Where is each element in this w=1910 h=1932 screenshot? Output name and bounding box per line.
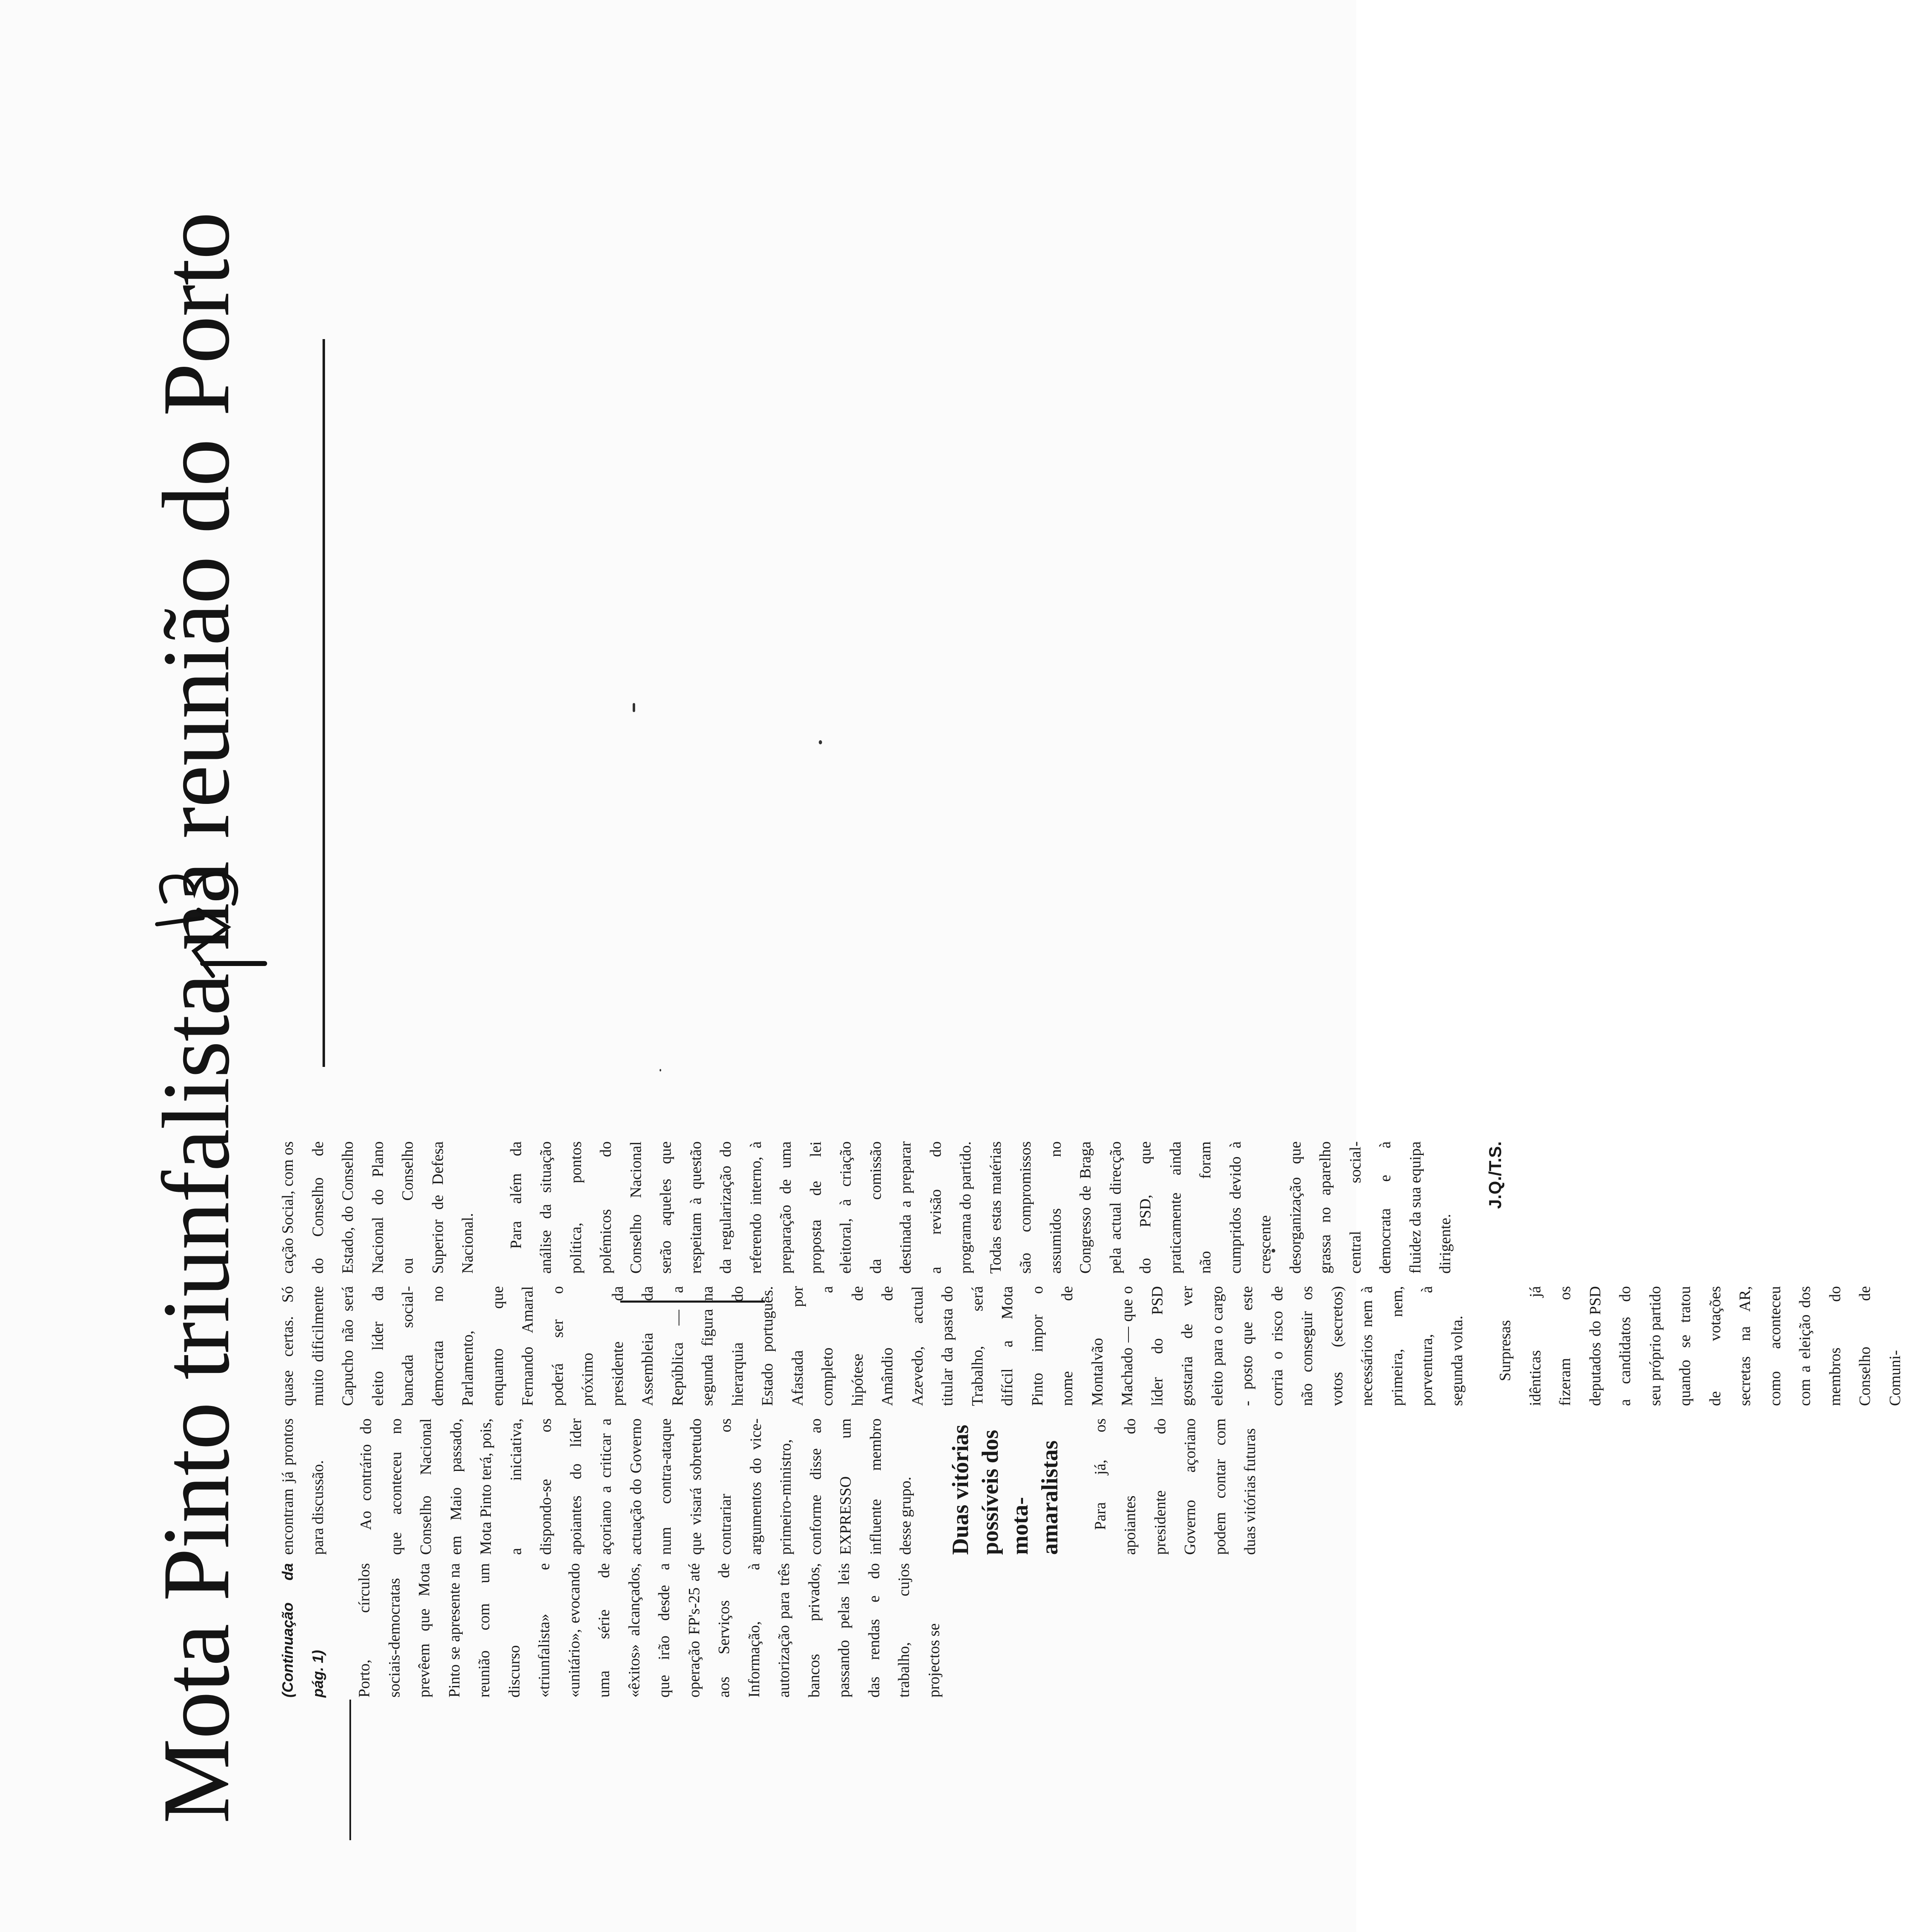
author-signature: J.Q./T.S.: [1485, 1141, 1505, 1209]
paragraph: Para além da análise da situação política, pontos polémicos do Conselho Nacional serão aqueles que respeitam à questão da regularização do referendo interno, à preparação de uma proposta de lei eleitoral, à criação da comissão destinada a preparar a revisão do programa do partido. Todas estas matérias são compromissos assumidos no Congresso de Braga pela actual direcção do PSD, que praticamente ainda não foram cumpridos devido à crescente desorganização que grassa no aparelho central social-democrata e à fluidez da sua equipa dirigente.: [507, 1141, 1454, 1274]
top-divider-rule: [323, 339, 325, 1067]
continuation-label: (Continuação da pág. 1): [279, 1563, 326, 1698]
paragraph: cação Social, com os do Conselho de Estado, do Conselho Nacional do Plano ou Conselho Superior de Defesa Nacional.: [279, 1141, 476, 1274]
article-title: Mota Pinto triunfalista na reunião do Porto: [143, 212, 249, 1824]
article-column-2: [273, 1418, 1265, 1555]
paragraph: Ao contrário do que aconteceu no Conselho Nacional em Maio passado, Mota Pinto terá, pois, a iniciativa, dispondo-se os apoiantes do líder açoriano a criticar a actuação do Governo num contra-ataque que visará sobretudo contrariar os argumentos do vice-primeiro-ministro, conforme disse ao EXPRESSO um influente membro desse grupo.: [357, 1418, 914, 1555]
lead-paragraph: Porto, círculos sociais-democratas prevêem que Mota Pinto se apresente na reunião com um discurso «triunfalista» e «unitário», evocando uma série de «êxitos» alcançados, que irão desde a operação FP's-25 até aos Serviços de Informação, à autorização para três bancos privados, passando pelas leis das rendas e do trabalho, cujos projectos se: [356, 1563, 943, 1698]
paragraph: encontram já prontos para discussão.: [279, 1418, 327, 1555]
article-column-1: [273, 1563, 949, 1698]
handwritten-page-mark: [141, 856, 277, 980]
newspaper-article: [141, 212, 1904, 1840]
article-column-4: [273, 1141, 1510, 1274]
section-subheading: Duas vitórias possíveis dos mota-amaralistas: [947, 1425, 1063, 1555]
paragraph: Para já, os apoiantes do presidente do Governo açoriano podem contar com duas vitórias futuras: [1091, 1418, 1259, 1555]
lead-divider-rule: [349, 1700, 351, 1840]
article-column-3: [273, 1286, 1910, 1406]
scan-speck: [819, 740, 822, 744]
paragraph: quase certas. Só muito dificilmente Capucho não será eleito líder da bancada social-democrata no Parlamento, enquanto que Fernando Amaral poderá ser o próximo presidente da Assembleia da República — a segunda figura na hierarquia do Estado português. Afastada por completo a hipótese de Amândio de Azevedo, actual titular da pasta do Trabalho, será difícil a Mota Pinto impor o nome de Montalvão Machado — que o líder do PSD gostaria de ver eleito para o cargo - posto que este corria o risco de não conseguir os votos (secretos) necessários nem à primeira, nem, porventura, à segunda volta.: [279, 1286, 1466, 1406]
paragraph: Surpresas idênticas já fizeram os deputados do PSD a candidatos do seu próprio partido quando se tratou de votações secretas na AR, como aconteceu com a eleição dos membros do Conselho de Comuni-: [1496, 1286, 1904, 1406]
